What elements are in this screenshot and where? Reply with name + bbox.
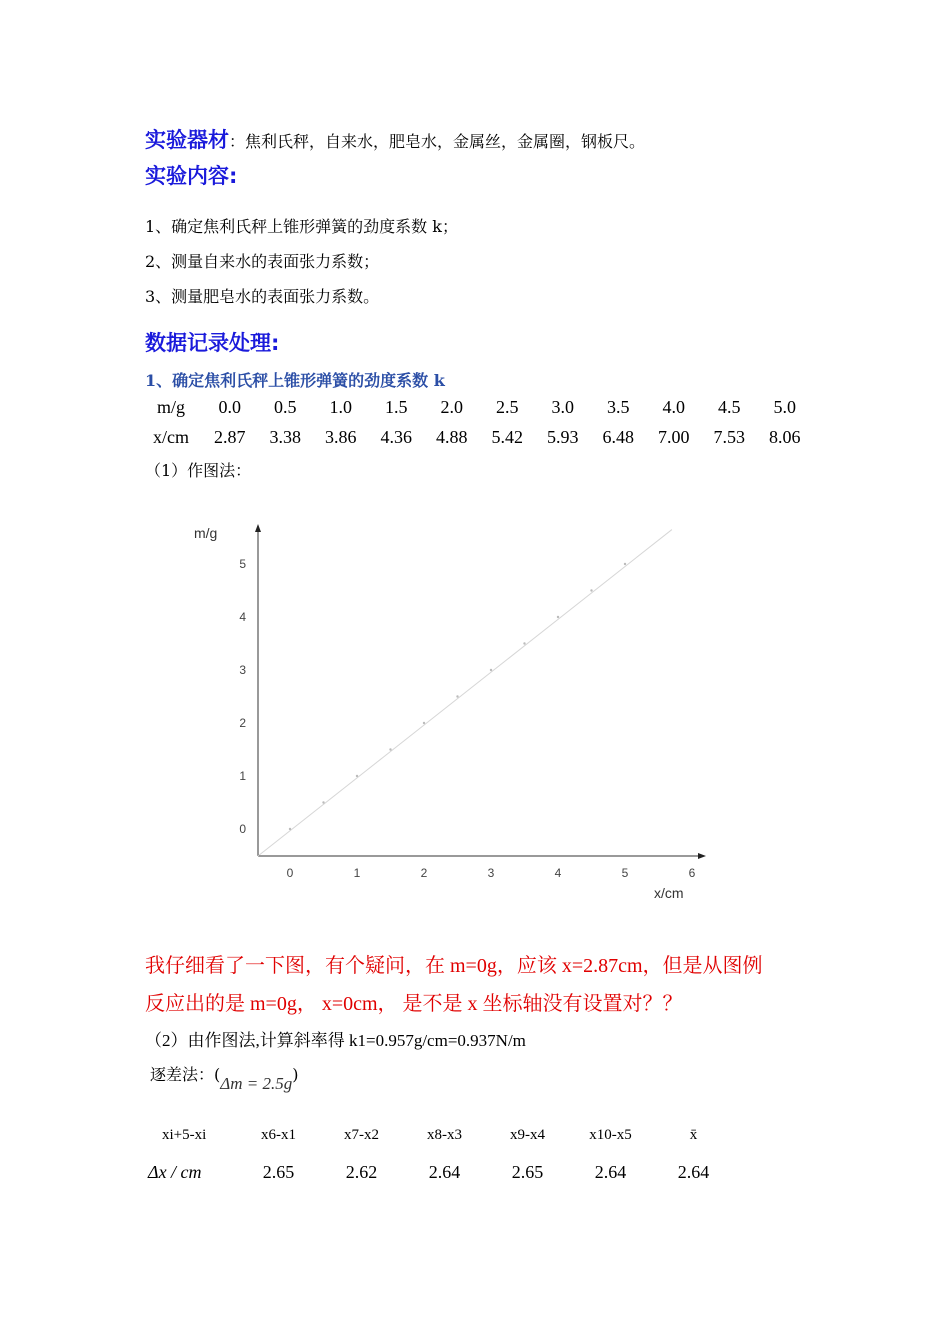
successive-line: [150, 1062, 299, 1093]
row-label-length: x/cm: [153, 426, 189, 447]
table-cell: 4.5: [718, 396, 741, 417]
content-item-2: 2、测量自来水的表面张力系数；: [145, 252, 380, 271]
row-label-mass: m/g: [156, 396, 185, 417]
equipment-colon: ：: [229, 132, 246, 151]
content-item-1: 1、确定焦利氏秤上锥形弹簧的劲度系数 k；: [145, 217, 458, 236]
diff-header: x8-x3: [427, 1126, 462, 1143]
x-tick-label: 1: [353, 866, 361, 880]
table-cell: 4.36: [380, 426, 412, 447]
table-cell: 3.86: [325, 426, 357, 447]
chart-axes: [255, 524, 706, 859]
difference-table: [148, 1118, 735, 1192]
data-point: [389, 748, 391, 750]
x-tick-label: 4: [554, 866, 562, 880]
content-heading: 实验内容:: [145, 164, 238, 188]
equipment-text: 焦利氏秤，自来水，肥皂水，金属丝，金属圈，钢板尺。: [245, 132, 646, 151]
table-cell: 4.0: [662, 396, 685, 417]
table-cell: 3.38: [269, 426, 301, 447]
data-point: [590, 589, 592, 591]
x-tick-label: 0: [286, 866, 294, 880]
data-subheading: 1、确定焦利氏秤上锥形弹簧的劲度系数 k: [145, 371, 445, 390]
table-cell: 2.0: [440, 396, 463, 417]
table-cell: 0.0: [218, 396, 241, 417]
spring-chart: [180, 510, 720, 910]
table-cell: 2.64: [677, 1161, 710, 1182]
equipment-line: [145, 124, 645, 154]
table-cell: 5.0: [773, 396, 796, 417]
data-point: [557, 616, 559, 618]
x-axis-arrow-icon: [698, 853, 706, 859]
diff-header: x7-x2: [344, 1126, 379, 1143]
data-point: [523, 642, 525, 644]
diff-header: x10-x5: [589, 1126, 632, 1143]
table-cell: 0.5: [274, 396, 297, 417]
successive-close: ): [292, 1065, 299, 1084]
data-point: [356, 775, 358, 777]
table-cell: 1.5: [385, 396, 408, 417]
table-cell: 8.06: [769, 426, 801, 447]
table-cell: 7.00: [658, 426, 690, 447]
diff-header-mean: x̄: [689, 1126, 698, 1143]
table-cell: 5.93: [547, 426, 579, 447]
x-tick-label: 6: [688, 866, 696, 880]
table-cell: 3.5: [607, 396, 630, 417]
table-cell: 2.65: [511, 1161, 544, 1182]
table-cell: 1.0: [329, 396, 352, 417]
delta-m-formula: Δm = 2.5g: [220, 1074, 293, 1093]
y-tick-label: 4: [239, 610, 246, 624]
data-point: [624, 563, 626, 565]
table-cell: 4.88: [436, 426, 468, 447]
table-cell: 2.64: [428, 1161, 461, 1182]
table-cell: 3.0: [551, 396, 574, 417]
y-axis-label: m/g: [194, 525, 218, 541]
table-row: [140, 422, 813, 452]
x-axis-label: x/cm: [654, 885, 684, 901]
table-cell: 5.42: [491, 426, 523, 447]
x-tick-label: 5: [621, 866, 629, 880]
fit-line: [258, 530, 672, 856]
table-cell: 2.5: [496, 396, 519, 417]
data-point: [423, 722, 425, 724]
table-cell: 2.64: [594, 1161, 627, 1182]
table-cell: 2.87: [214, 426, 246, 447]
data-point: [289, 828, 291, 830]
table-row: [148, 1152, 735, 1192]
x-tick-label: 3: [487, 866, 495, 880]
y-tick-label: 3: [239, 663, 246, 677]
measurement-table: [140, 392, 813, 452]
content-item-3: 3、测量肥皂水的表面张力系数。: [145, 287, 380, 306]
question-line-1: 我仔细看了一下图，有个疑问，在 m=0g，应该 x=2.87cm，但是从图例: [145, 955, 763, 977]
table-cell: 2.65: [262, 1161, 295, 1182]
y-axis-arrow-icon: [255, 524, 261, 532]
diff-header: x6-x1: [261, 1126, 296, 1143]
method1-label: （1）作图法：: [145, 461, 252, 480]
x-tick-label: 2: [420, 866, 428, 880]
table-cell: 2.62: [345, 1161, 378, 1182]
data-point: [456, 695, 458, 697]
table-cell: 6.48: [602, 426, 634, 447]
data-point: [490, 669, 492, 671]
successive-label: 逐差法：(: [150, 1065, 221, 1084]
table-row: [140, 392, 813, 422]
data-heading: 数据记录处理:: [145, 331, 280, 355]
method2-text: （2）由作图法,计算斜率得 k1=0.957g/cm=0.937N/m: [145, 1031, 526, 1050]
diff-header: x9-x4: [510, 1126, 545, 1143]
diff-row-label: Δx / cm: [148, 1161, 202, 1182]
table-row: [148, 1118, 735, 1152]
y-tick-label: 1: [239, 769, 246, 783]
table-cell: 7.53: [713, 426, 745, 447]
data-point: [322, 801, 324, 803]
question-line-2: 反应出的是 m=0g， x=0cm， 是不是 x 坐标轴没有设置对？？: [145, 993, 683, 1015]
y-tick-label: 5: [239, 557, 246, 571]
y-tick-label: 2: [239, 716, 246, 730]
y-tick-label: 0: [239, 822, 246, 836]
equipment-label: 实验器材: [145, 128, 229, 152]
diff-header: xi+5-xi: [162, 1126, 207, 1143]
